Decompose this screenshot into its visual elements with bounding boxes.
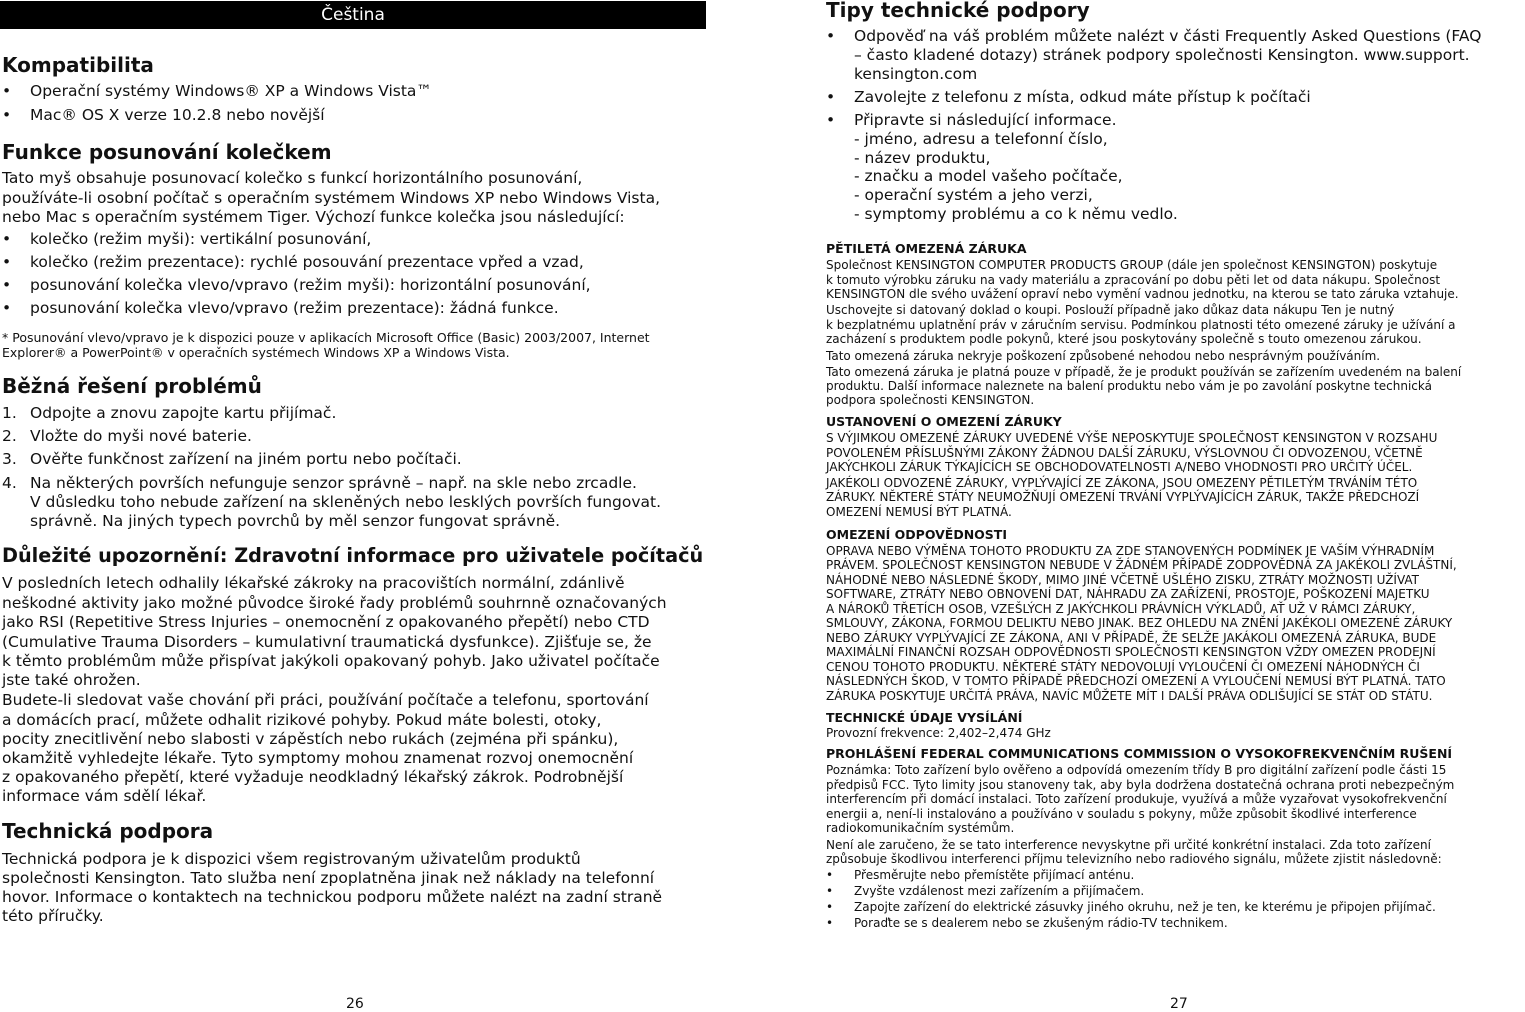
- fcc-line: radiokomunikačním systémům.: [826, 821, 1015, 835]
- liability-line: MAXIMÁLNÍ FINANČNÍ ROZSAH ODPOVĚDNOSTI SPOLEČNOSTI KENSINGTON VŽDY OMEZEN PRODEJNÍ: [826, 645, 1436, 659]
- limitation-line: JAKÝCHKOLI ZÁRUK TÝKAJÍCÍCH SE OBCHODOVATELNOSTI A/NEBO VHODNOSTI PRO URČITÝ ÚČEL.: [826, 460, 1413, 474]
- fcc-line: interferencím při domácí instalaci. Toto zařízení produkuje, využívá a může vyzařovat vysokofrekvenční: [826, 792, 1447, 806]
- paragraph-line: (Cumulative Trauma Disorders – kumulativní traumatická dysfunkce). Zjišťuje se, že: [2, 633, 652, 651]
- bullet-icon: •: [826, 868, 834, 882]
- liability-line: NÁSLEDNÝCH ŠKOD, V TOMTO PŘÍPADĚ PŘEDCHOZÍ OMEZENÍ A VYLOUČENÍ NEMUSÍ BÝT PLATNÁ. TATO: [826, 674, 1446, 688]
- warranty-line: Tato omezená záruka nekryje poškození způsobené nehodou nebo nesprávným používáním.: [826, 349, 1381, 363]
- paragraph-line: nebo Mac s operačním systémem Tiger. Výchozí funkce kolečka jsou následující:: [2, 208, 625, 226]
- paragraph-line: V posledních letech odhalily lékařské zákroky na pracovištích normální, zdánlivě: [2, 574, 625, 592]
- warranty-line: k tomuto výrobku záruku na vady materiálu a zpracování po dobu pěti let od data nákupu. Společnost: [826, 273, 1441, 287]
- bullet-icon: •: [2, 82, 12, 100]
- fcc-heading: PROHLÁŠENÍ FEDERAL COMMUNICATIONS COMMISSION O VYSOKOFREKVENČNÍM RUŠENÍ: [826, 746, 1453, 761]
- liability-line: SMLOUVY, ZÁKONA, FORMOU DELIKTU NEBO JINAK. BEZ OHLEDU NA ZNĚNÍ JAKÉKOLI OMEZENÉ ZÁRUKY: [826, 616, 1453, 630]
- fcc-line: předpisů FCC. Tyto limity jsou stanoveny tak, aby byla dodržena dostatečná ochrana proti nebezpečným: [826, 778, 1455, 792]
- paragraph-line: Technická podpora je k dispozici všem registrovaným uživatelům produktů: [2, 850, 581, 868]
- bullet-icon: •: [826, 27, 836, 45]
- paragraph-line: a domácích prací, můžete odhalit rizikové pohyby. Pokud máte bolesti, otoky,: [2, 711, 602, 729]
- paragraph-line: pocity znecitlivění nebo slabosti v zápěstích nebo rukách (zejména při spánku),: [2, 730, 619, 748]
- bullet-icon: •: [2, 253, 12, 271]
- page-number: 26: [346, 996, 364, 1012]
- limitation-line: OMEZENÍ NEMUSÍ BÝT PLATNÁ.: [826, 505, 1012, 519]
- paragraph-line: Tato myš obsahuje posunovací kolečko s funkcí horizontálního posunování,: [2, 169, 583, 187]
- warranty-heading: PĚTILETÁ OMEZENÁ ZÁRUKA: [826, 241, 1027, 256]
- warranty-line: produktu. Další informace naleznete na balení produktu nebo vám je po zavolání poskytne technická: [826, 379, 1432, 393]
- paragraph-line: hovor. Informace o kontaktech na technickou podporu můžete nalézt na zadní straně: [2, 888, 663, 906]
- paragraph-line: neškodné aktivity jako možné původce široké řady problémů souhrnně označovaných: [2, 594, 667, 612]
- liability-line: SOFTWARE, ZTRÁTY NEBO OBNOVENÍ DAT, NÁHRADU ZA ZAŘÍZENÍ, PROSTOJE, POŠKOZENÍ MAJETKU: [826, 587, 1430, 601]
- troubleshooting-heading: Běžná řešení problémů: [2, 374, 262, 398]
- fcc-line: energii a, není-li instalováno a používáno v souladu s pokyny, může způsobit škodlivé interference: [826, 807, 1417, 821]
- bullet-icon: •: [826, 916, 834, 930]
- footnote-line: Explorer® a PowerPoint® v operačních systémech Windows XP a Windows Vista.: [2, 345, 510, 360]
- liability-line: ZÁRUKA POSKYTUJE URČITÁ PRÁVA, NAVÍC MŮŽETE MÍT I DALŠÍ PRÁVA ODLIŠUJÍCÍ SE STÁT OD STÁTU.: [826, 689, 1433, 703]
- limitation-line: JAKÉKOLI ODVOZENÉ ZÁRUKY, VYPLÝVAJÍCÍ ZE ZÁKONA, JSOU OMEZENY PĚTILETÝM TRVÁNÍM TÉTO: [826, 476, 1418, 490]
- fcc-line: Není ale zaručeno, že se tato interference nevyskytne při určité konkrétní instalaci. Zda toto zařízení: [826, 838, 1431, 852]
- warranty-line: k bezplatnému uplatnění práv v záručním servisu. Podmínkou platnosti této omezené záruky je užívání a: [826, 318, 1456, 332]
- liability-line: A NÁROKŮ TŘETÍCH OSOB, VZEŠLÝCH Z JAKÝCHKOLI PRÁVNÍCH VÝKLADŮ, AŤ UŽ V RÁMCI ZÁRUKY,: [826, 602, 1416, 616]
- liability-heading: OMEZENÍ ODPOVĚDNOSTI: [826, 527, 1007, 542]
- bullet-icon: •: [2, 106, 12, 124]
- warranty-line: Uschovejte si datovaný doklad o koupi. Poslouží případně jako důkaz data nákupu Ten je nutný: [826, 303, 1395, 317]
- health-heading: Důležité upozornění: Zdravotní informace pro uživatele počítačů: [2, 544, 704, 567]
- tips-heading: Tipy technické podpory: [826, 0, 1090, 22]
- compatibility-heading: Kompatibilita: [2, 53, 154, 77]
- liability-line: NÁHODNÉ NEBO NÁSLEDNÉ ŠKODY, MIMO JINÉ VČETNĚ UŠLÉHO ZISKU, ZTRÁTY MOŽNOSTI UŽÍVAT: [826, 573, 1420, 587]
- bullet-icon: •: [826, 884, 834, 898]
- warranty-line: Tato omezená záruka je platná pouze v případě, že je produkt používán se zařízením uvedeném na balení: [826, 365, 1462, 379]
- language-header: Čeština: [0, 1, 706, 29]
- paragraph-line: jste také ohrožen.: [2, 671, 141, 689]
- paragraph-line: společnosti Kensington. Tato služba není zpoplatněna jinak než náklady na telefonní: [2, 869, 655, 887]
- liability-line: PRÁVEM. SPOLEČNOST KENSINGTON NEBUDE V ŽÁDNÉM PŘÍPADĚ ZODPOVĚDNÁ ZA JAKÉKOLI ZVLÁŠTNÍ,: [826, 558, 1457, 572]
- bullet-icon: •: [2, 299, 12, 317]
- warranty-line: zacházení s produktem podle pokynů, které jsou poskytovány společně s touto omezenou zárukou.: [826, 332, 1422, 346]
- warranty-line: podpora společnosti KENSINGTON.: [826, 393, 1035, 407]
- warranty-line: Společnost KENSINGTON COMPUTER PRODUCTS GROUP (dále jen společnost KENSINGTON) poskytuje: [826, 258, 1438, 272]
- bullet-icon: •: [826, 900, 834, 914]
- paragraph-line: jako RSI (Repetitive Stress Injuries – onemocnění z opakovaného přepětí) nebo CTD: [2, 613, 650, 631]
- paragraph-line: používáte-li osobní počítač s operačním systémem Windows XP nebo Windows Vista,: [2, 189, 661, 207]
- limitation-line: S VÝJIMKOU OMEZENÉ ZÁRUKY UVEDENÉ VÝŠE NEPOSKYTUJE SPOLEČNOST KENSINGTON V ROZSAHU: [826, 431, 1438, 445]
- paragraph-line: této příručky.: [2, 907, 104, 925]
- radio-frequency: Provozní frekvence: 2,402–2,474 GHz: [826, 726, 1051, 740]
- bullet-icon: •: [826, 88, 836, 106]
- warranty-line: KENSINGTON dle svého uvážení opraví nebo vymění vadnou jednotku, na kterou se tato záruka vztahuje.: [826, 287, 1459, 301]
- paragraph-line: Budete-li sledovat vaše chování při práci, používání počítače a telefonu, sportování: [2, 691, 649, 709]
- fcc-line: způsobuje škodlivou interferenci příjmu televizního nebo radiového signálu, můžete zjistit následovně:: [826, 852, 1442, 866]
- liability-line: NEBO ZÁRUKY VYPLÝVAJÍCÍ ZE ZÁKONA, ANI V PŘÍPADĚ, ŽE SELŽE JAKÁKOLI OMEZENÁ ZÁRUKA, BUDE: [826, 631, 1437, 645]
- scroll-heading: Funkce posunování kolečkem: [2, 140, 332, 164]
- limitation-heading: USTANOVENÍ O OMEZENÍ ZÁRUKY: [826, 414, 1062, 429]
- paragraph-line: informace vám sdělí lékař.: [2, 787, 207, 805]
- page-number: 27: [1170, 996, 1188, 1012]
- footnote-line: * Posunování vlevo/vpravo je k dispozici pouze v aplikacích Microsoft Office (Basic) 2003/2007, Internet: [2, 330, 650, 345]
- liability-line: OPRAVA NEBO VÝMĚNA TOHOTO PRODUKTU ZA ZDE STANOVENÝCH PODMÍNEK JE VAŠÍM VÝHRADNÍM: [826, 544, 1435, 558]
- fcc-line: Poznámka: Toto zařízení bylo ověřeno a odpovídá omezením třídy B pro digitální zařízení podle části 15: [826, 763, 1447, 777]
- bullet-icon: •: [826, 111, 836, 129]
- support-heading: Technická podpora: [2, 819, 214, 843]
- paragraph-line: k těmto problémům může přispívat jakýkoli opakovaný pohyb. Jako uživatel počítače: [2, 652, 660, 670]
- limitation-line: ZÁRUKY. NĚKTERÉ STÁTY NEUMOŽŇUJÍ OMEZENÍ TRVÁNÍ VYPLÝVAJÍCÍCH ZÁRUK, TAKŽE PŘEDCHOZÍ: [826, 490, 1420, 504]
- limitation-line: POVOLENÉM PŘÍSLUŠNÝMI ZÁKONY ŽÁDNOU DALŠÍ ZÁRUKU, VÝSLOVNOU ČI ODVOZENOU, VČETNĚ: [826, 446, 1423, 460]
- paragraph-line: okamžitě vyhledejte lékaře. Tyto symptomy mohou znamenat rozvoj onemocnění: [2, 749, 634, 767]
- liability-line: CENOU TOHOTO PRODUKTU. NĚKTERÉ STÁTY NEDOVOLUJÍ VYLOUČENÍ ČI OMEZENÍ NÁHODNÝCH ČI: [826, 660, 1420, 674]
- bullet-icon: •: [2, 230, 12, 248]
- radio-heading: TECHNICKÉ ÚDAJE VYSÍLÁNÍ: [826, 710, 1023, 725]
- paragraph-line: z opakovaného přepětí, které vyžaduje neodkladný lékařský zákrok. Podrobnější: [2, 768, 624, 786]
- bullet-icon: •: [2, 276, 12, 294]
